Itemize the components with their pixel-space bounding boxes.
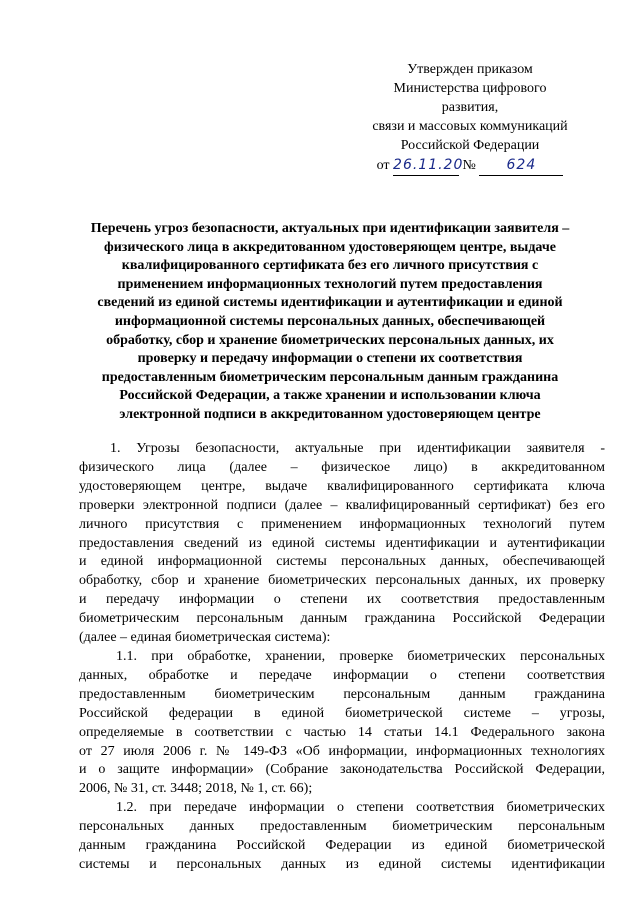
- paragraph-1-line: и передачу информации о степени их соответствия предоставленным: [79, 592, 605, 608]
- paragraph-1-line: (далее – единая биометрическая система):: [79, 630, 331, 646]
- approval-line: развития,: [441, 100, 499, 115]
- title-line: предоставленным биометрическим персональным данным гражданина: [101, 369, 559, 385]
- clause-1-2-line: 1.2. при передаче информации о степени соответствия биометрических: [116, 800, 605, 816]
- clause-1-1-line: от 27 июля 2006 г. № 149-ФЗ «Об информации, информационных технологиях: [79, 743, 605, 759]
- title-line: квалифицированного сертификата без его личного присутствия с: [121, 258, 539, 274]
- title-line: проверку и передачу информации о степени их соответствия: [137, 351, 523, 367]
- clause-1-2-line: персональных данных предоставленным биометрическим персональным: [79, 819, 605, 835]
- order-number: 624: [479, 156, 563, 176]
- title-line: электронной подписи в аккредитованном удостоверяющем центре: [119, 406, 541, 422]
- clause-1-1-line: 1.1. при обработке, хранении, проверке биометрических персональных: [116, 648, 605, 664]
- approval-stamp: [360, 60, 580, 176]
- clause-1-1-line: Российской федерации в единой биометрической системе – угрозы,: [79, 705, 605, 721]
- clause-1-2-line: данным гражданина Российской Федерации из единой биометрической: [79, 838, 605, 854]
- title-line: Российской Федерации, а также хранении и использовании ключа: [119, 388, 541, 404]
- title-line: сведений из единой системы идентификации и аутентификации и единой: [97, 295, 563, 311]
- title-line: информационной системы персональных данных, обеспечивающей: [114, 313, 546, 329]
- title-line: применением информационных технологий путем предоставления: [117, 276, 543, 292]
- paragraph-1-line: биометрическим персональным данным гражданина Российской Федерации: [79, 611, 605, 627]
- order-number-sign: №: [462, 158, 476, 173]
- paragraph-1-line: 1. Угрозы безопасности, актуальные при идентификации заявителя -: [110, 441, 605, 456]
- order-date: 26.11.20: [393, 156, 459, 176]
- paragraph-1-line: предоставления сведений из единой системы идентификации и аутентификации: [79, 535, 605, 551]
- paragraph-1-line: физического лица (далее – физическое лицо) в аккредитованном: [79, 459, 605, 475]
- approval-line: Министерства цифрового: [393, 81, 547, 96]
- clause-1-1-line: данных, обработке и передаче информации о степени соответствия: [79, 667, 605, 683]
- order-prefix: от: [376, 158, 390, 173]
- paragraph-1-line: обработку, сбор и хранение биометрических персональных данных, их проверку: [79, 573, 605, 589]
- title-line: Перечень угроз безопасности, актуальных при идентификации заявителя –: [90, 221, 570, 236]
- document-body: [79, 440, 605, 875]
- document-title: [56, 220, 604, 425]
- paragraph-1-line: личного присутствия с применением информационных технологий путем: [79, 516, 605, 532]
- clause-1-1-line: и о защите информации» (Собрание законодательства Российской Федерации,: [79, 762, 605, 778]
- paragraph-1-line: удостоверяющем центре, выдаче квалифицированного сертификата ключа: [79, 478, 605, 494]
- clause-1-1-line: предоставленным биометрическим персональным данным гражданина: [79, 686, 605, 702]
- approval-line: Российской Федерации: [400, 138, 540, 153]
- clause-1-1-line: определяемые в соответствии с частью 14 статьи 14.1 Федерального закона: [79, 724, 605, 740]
- approval-line: связи и массовых коммуникаций: [372, 119, 568, 134]
- title-line: обработку, сбор и хранение биометрических персональных данных, их: [106, 332, 554, 348]
- title-line: физического лица в аккредитованном удостоверяющем центре, выдаче: [104, 239, 556, 255]
- clause-1-1-line: 2006, № 31, ст. 3448; 2018, № 1, ст. 66);: [79, 781, 313, 797]
- paragraph-1-line: и единой информационной системы персональных данных, обеспечивающей: [79, 554, 605, 570]
- paragraph-1-line: проверки электронной подписи (далее – квалифицированный сертификат) без его: [79, 497, 605, 513]
- clause-1-2-line: системы и персональных данных из единой системы идентификации: [79, 856, 605, 872]
- order-reference: [360, 156, 580, 176]
- approval-line: Утвержден приказом: [407, 62, 533, 77]
